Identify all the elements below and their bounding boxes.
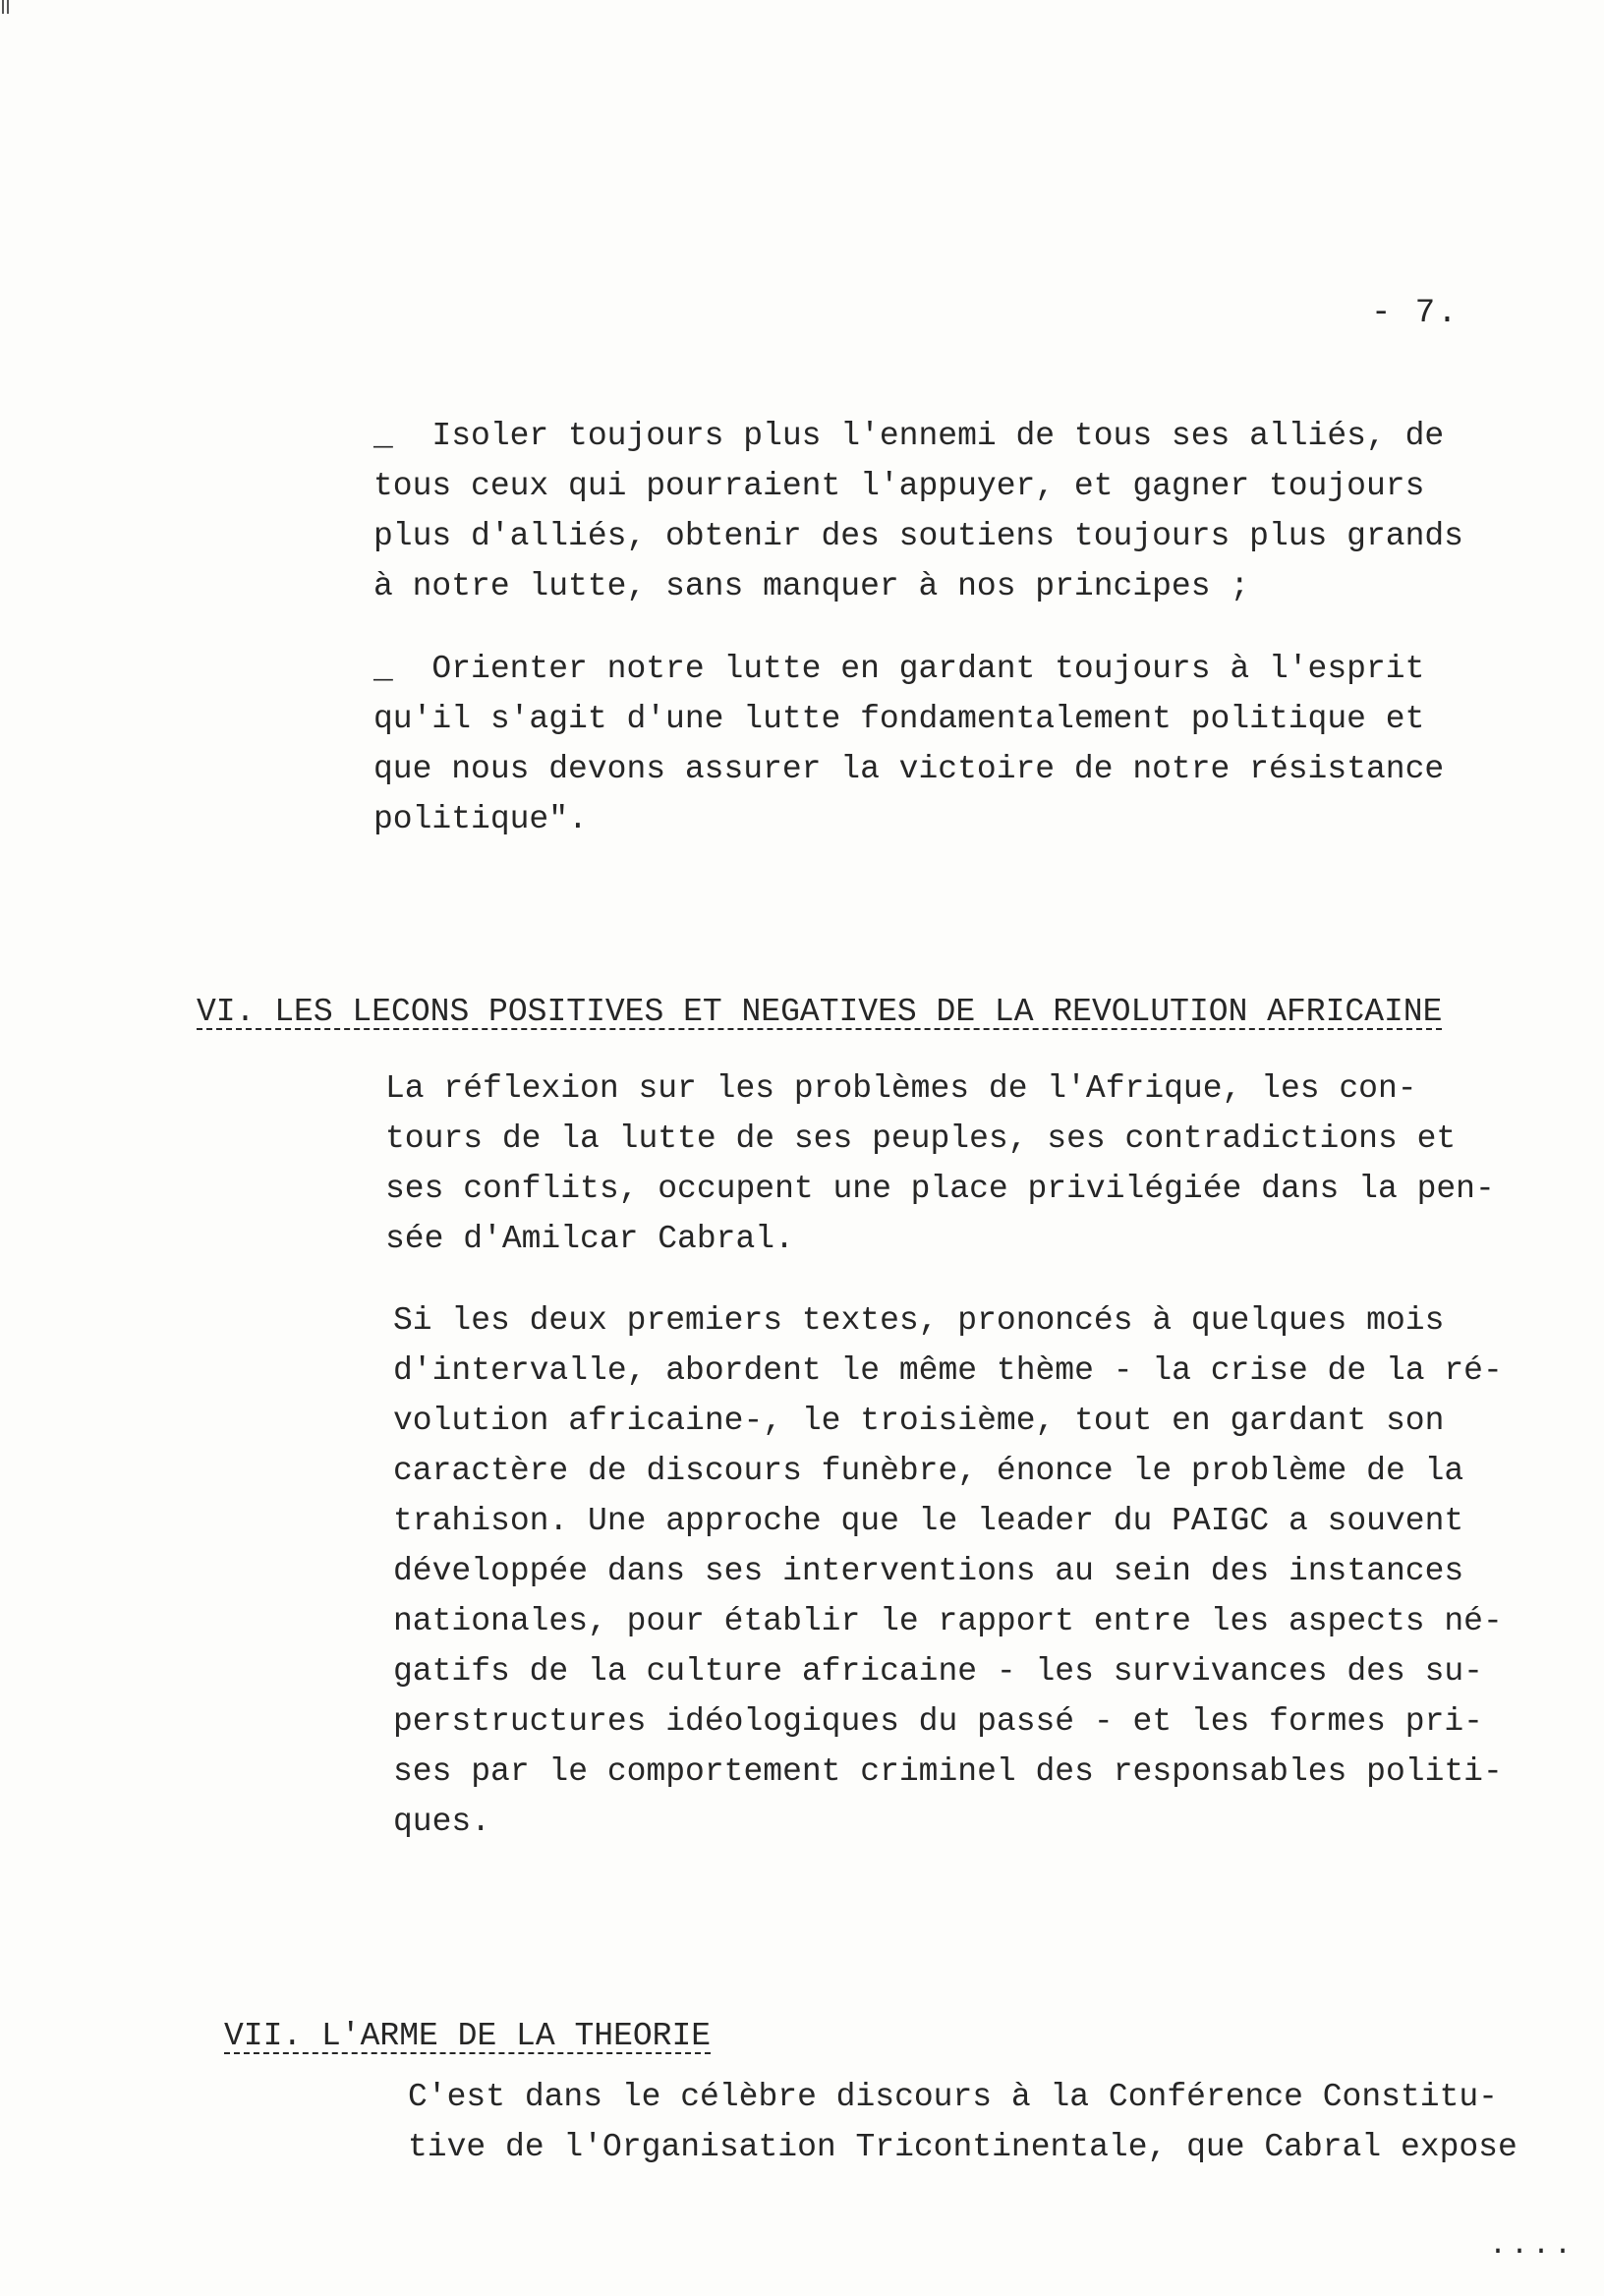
section-heading-vi: VI. LES LECONS POSITIVES ET NEGATIVES DE LA REVOLUTION AFRICAINE — [197, 994, 1443, 1030]
text-line: gatifs de la culture africaine - les survivances des su- — [393, 1653, 1483, 1690]
continuation-dots: .... — [1489, 2229, 1576, 2263]
text-line: développée dans ses interventions au sein des instances — [393, 1553, 1464, 1589]
text-line: trahison. Une approche que le leader du PAIGC a souvent — [393, 1503, 1464, 1539]
text-line: tours de la lutte de ses peuples, ses contradictions et — [385, 1120, 1457, 1157]
section-vi-paragraph-1 — [385, 1063, 1495, 1264]
section-heading-vii: VII. L'ARME DE LA THEORIE — [224, 2018, 712, 2054]
text-line: ses conflits, occupent une place privilégiée dans la pen- — [385, 1171, 1495, 1207]
text-line: à notre lutte, sans manquer à nos principes ; — [373, 568, 1250, 604]
page-number: - 7. — [1371, 295, 1460, 332]
text-line: tive de l'Organisation Tricontinentale, que Cabral expose — [408, 2129, 1518, 2165]
text-line: qu'il s'agit d'une lutte fondamentalement politique et — [373, 701, 1425, 737]
text-line: politique". — [373, 801, 588, 837]
text-line: plus d'alliés, obtenir des soutiens toujours plus grands — [373, 518, 1463, 554]
text-line: volution africaine-, le troisième, tout en gardant son — [393, 1403, 1445, 1439]
text-line: nationales, pour établir le rapport entre les aspects né- — [393, 1603, 1503, 1639]
text-line: _ Isoler toujours plus l'ennemi de tous ses alliés, de — [373, 418, 1445, 454]
scan-mark-icon — [2, 0, 14, 16]
text-line: La réflexion sur les problèmes de l'Afrique, les con- — [385, 1070, 1417, 1107]
intro-item-isoler — [373, 411, 1463, 611]
text-line: _ Orienter notre lutte en gardant toujours à l'esprit — [373, 651, 1425, 687]
text-line: Si les deux premiers textes, prononcés à quelques mois — [393, 1302, 1445, 1339]
text-line: que nous devons assurer la victoire de notre résistance — [373, 751, 1445, 787]
section-vii-paragraph-1 — [408, 2072, 1518, 2172]
text-line: perstructures idéologiques du passé - et les formes pri- — [393, 1703, 1483, 1740]
text-line: sée d'Amilcar Cabral. — [385, 1221, 794, 1257]
text-line: d'intervalle, abordent le même thème - la crise de la ré- — [393, 1352, 1503, 1389]
section-vi-paragraph-2 — [393, 1295, 1503, 1847]
text-line: ques. — [393, 1804, 491, 1840]
text-line: C'est dans le célèbre discours à la Conférence Constitu- — [408, 2079, 1498, 2115]
text-line: ses par le comportement criminel des responsables politi- — [393, 1753, 1503, 1790]
text-line: caractère de discours funèbre, énonce le problème de la — [393, 1453, 1464, 1489]
intro-item-orienter — [373, 644, 1444, 844]
text-line: tous ceux qui pourraient l'appuyer, et gagner toujours — [373, 468, 1425, 504]
